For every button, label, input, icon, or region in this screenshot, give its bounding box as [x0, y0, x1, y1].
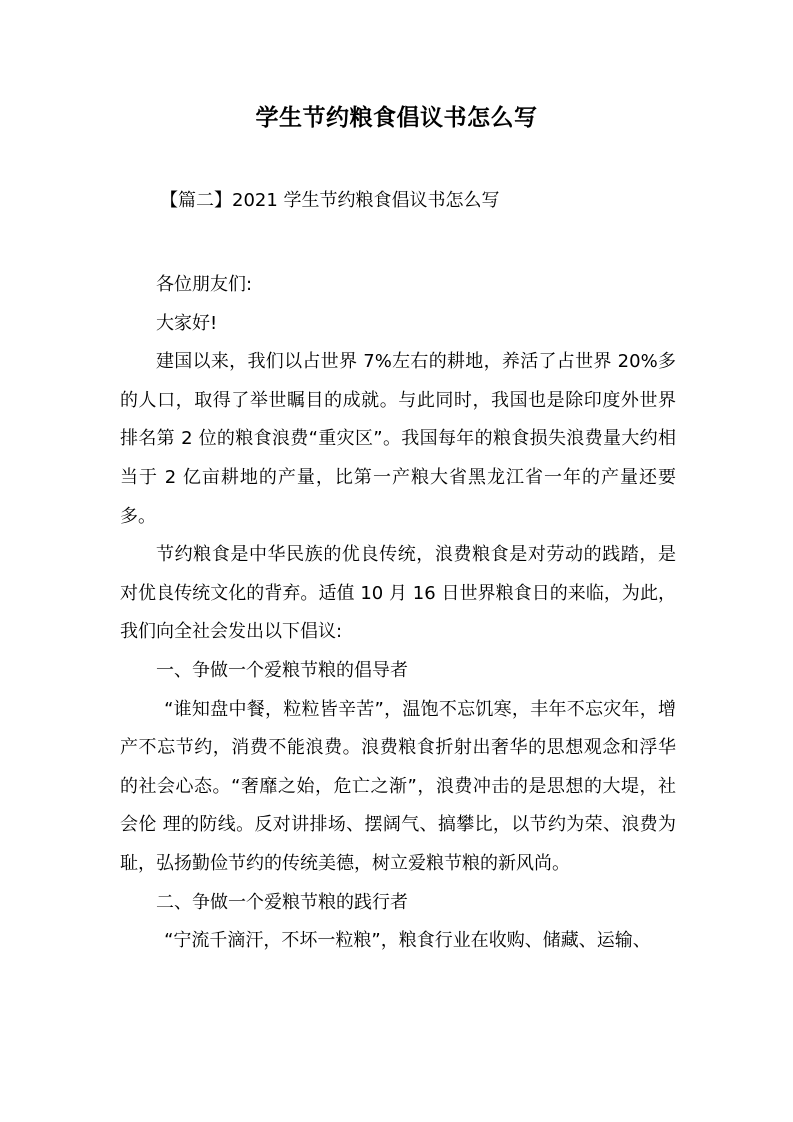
paragraph-greeting: 各位朋友们: [156, 274, 253, 295]
section-heading-practitioner: 二、争做一个爱粮节粮的践行者 [156, 891, 408, 913]
paragraph-practitioner: “宁流千滴汗，不坏一粒粮”，粮食行业在收购、储藏、运输、 [164, 930, 651, 952]
paragraph-advocate: “谁知盘中餐，粒粒皆辛苦”，温饱不忘饥寒，丰年不忘灾年，增产不忘节约，消费不能浪费。浪费粮食折射出奢华的思想观念和浮华的社会心态。“奢靡之始，危亡之渐”，浪费冲击的是思想的大堤，社会伦 理的防线。反对讲排场、摆阔气、搞攀比，以节约为荣、浪费为耻，弘扬勤俭节约的传统美德，树立爱粮节粮的新风尚。 [120, 698, 676, 874]
paragraph-hello: 大家好! [156, 312, 218, 334]
document-body [120, 266, 676, 961]
paragraph-intro: 建国以来，我们以占世界 7%左右的耕地，养活了占世界 20%多的人口，取得了举世瞩目的成就。与此同时，我国也是除印度外世界排名第 2 位的粮食浪费“重灾区”。我国每年的粮食损失浪费量大约相当于 2 亿亩耕地的产量，比第一产粮大省黑龙江省一年的产量还要多。 [120, 351, 676, 527]
section-heading-advocate: 一、争做一个爱粮节粮的倡导者 [156, 659, 408, 681]
document-title: 学生节约粮食倡议书怎么写 [255, 105, 538, 131]
document-subtitle: 【篇二】2021 学生节约粮食倡议书怎么写 [160, 190, 500, 211]
paragraph-tradition: 节约粮食是中华民族的优良传统，浪费粮食是对劳动的践踏，是对优良传统文化的背弃。适值 10 月 16 日世界粮食日的来临，为此，我们向全社会发出以下倡议: [120, 544, 676, 643]
